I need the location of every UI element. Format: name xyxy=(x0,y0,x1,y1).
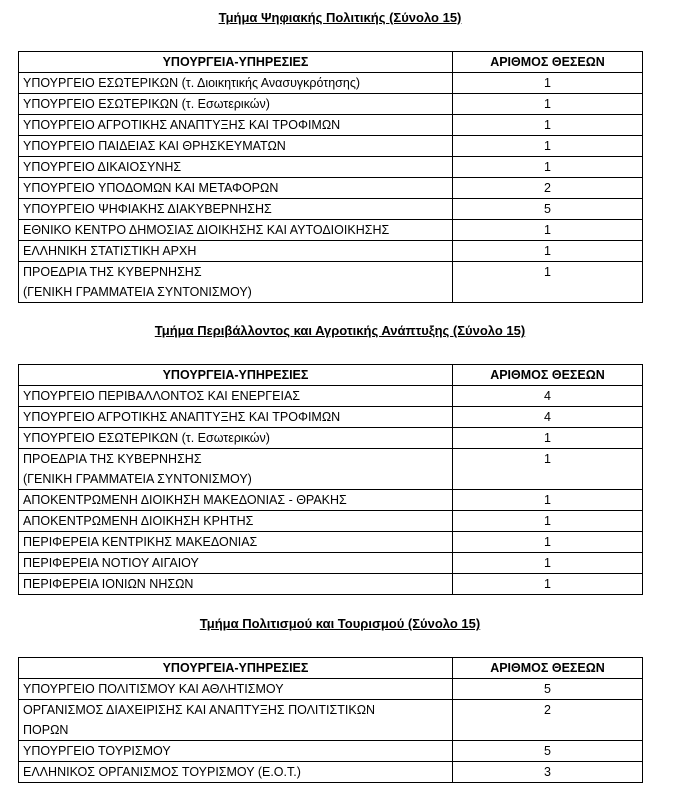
agency-name-cell xyxy=(19,511,453,532)
column-header-positions: ΑΡΙΘΜΟΣ ΘΕΣΕΩΝ xyxy=(453,658,643,679)
agency-name-line: ΕΛΛΗΝΙΚΟΣ ΟΡΓΑΝΙΣΜΟΣ ΤΟΥΡΙΣΜΟΥ (Ε.Ο.Τ.) xyxy=(23,765,301,779)
column-header-agency: ΥΠΟΥΡΓΕΙΑ-ΥΠΗΡΕΣΙΕΣ xyxy=(19,658,453,679)
positions-table-digital-policy xyxy=(18,51,643,303)
agency-name-line: ΥΠΟΥΡΓΕΙΟ ΕΣΩΤΕΡΙΚΩΝ (τ. Διοικητικής Ανασυγκρότησης) xyxy=(23,76,361,90)
agency-name-line: ΥΠΟΥΡΓΕΙΟ ΕΣΩΤΕΡΙΚΩΝ (τ. Εσωτερικών) xyxy=(23,97,270,111)
positions-table-culture-tourism xyxy=(18,657,643,783)
agency-name-line: ΠΕΡΙΦΕΡΕΙΑ ΚΕΝΤΡΙΚΗΣ ΜΑΚΕΔΟΝΙΑΣ xyxy=(23,535,258,549)
positions-count-cell: 1 xyxy=(453,241,643,262)
positions-count-cell: 1 xyxy=(453,449,643,490)
agency-name-cell xyxy=(19,553,453,574)
positions-count-cell: 1 xyxy=(453,532,643,553)
agency-name-cell xyxy=(19,73,453,94)
column-header-agency: ΥΠΟΥΡΓΕΙΑ-ΥΠΗΡΕΣΙΕΣ xyxy=(19,365,453,386)
positions-count-cell: 1 xyxy=(453,94,643,115)
table-row xyxy=(19,262,643,303)
agency-name-cell xyxy=(19,679,453,700)
table-row xyxy=(19,220,643,241)
table-row xyxy=(19,490,643,511)
positions-count-cell: 4 xyxy=(453,386,643,407)
agency-name-line: ΥΠΟΥΡΓΕΙΟ ΨΗΦΙΑΚΗΣ ΔΙΑΚΥΒΕΡΝΗΣΗΣ xyxy=(23,202,272,216)
positions-count-cell: 1 xyxy=(453,262,643,303)
table-row xyxy=(19,679,643,700)
section-title-environment-agriculture: Τμήμα Περιβάλλοντος και Αγροτικής Ανάπτυξης (Σύνολο 15) xyxy=(154,323,526,338)
positions-count-cell: 1 xyxy=(453,574,643,595)
agency-name-cell xyxy=(19,762,453,783)
positions-count-cell: 1 xyxy=(453,553,643,574)
agency-name-line: ΥΠΟΥΡΓΕΙΟ ΕΣΩΤΕΡΙΚΩΝ (τ. Εσωτερικών) xyxy=(23,431,270,445)
column-header-positions: ΑΡΙΘΜΟΣ ΘΕΣΕΩΝ xyxy=(453,52,643,73)
positions-count-cell: 2 xyxy=(453,178,643,199)
table-header-row xyxy=(19,52,643,73)
agency-name-line: ΕΘΝΙΚΟ ΚΕΝΤΡΟ ΔΗΜΟΣΙΑΣ ΔΙΟΙΚΗΣΗΣ ΚΑΙ ΑΥΤΟΔΙΟΙΚΗΣΗΣ xyxy=(23,223,390,237)
table-row xyxy=(19,741,643,762)
column-header-agency: ΥΠΟΥΡΓΕΙΑ-ΥΠΗΡΕΣΙΕΣ xyxy=(19,52,453,73)
agency-name-line: ΕΛΛΗΝΙΚΗ ΣΤΑΤΙΣΤΙΚΗ ΑΡΧΗ xyxy=(23,244,197,258)
positions-table-environment-agriculture xyxy=(18,364,643,595)
agency-name-cell xyxy=(19,220,453,241)
table-row xyxy=(19,157,643,178)
positions-count-cell: 1 xyxy=(453,511,643,532)
agency-name-line: ΠΕΡΙΦΕΡΕΙΑ ΙΟΝΙΩΝ ΝΗΣΩΝ xyxy=(23,577,194,591)
positions-count-cell: 1 xyxy=(453,73,643,94)
positions-count-cell: 4 xyxy=(453,407,643,428)
positions-count-cell: 3 xyxy=(453,762,643,783)
agency-name-cell xyxy=(19,449,453,490)
agency-name-cell xyxy=(19,428,453,449)
agency-name-line: ΠΕΡΙΦΕΡΕΙΑ ΝΟΤΙΟΥ ΑΙΓΑΙΟΥ xyxy=(23,556,199,570)
positions-count-cell: 5 xyxy=(453,741,643,762)
agency-name-line: ΥΠΟΥΡΓΕΙΟ ΠΟΛΙΤΙΣΜΟΥ ΚΑΙ ΑΘΛΗΤΙΣΜΟΥ xyxy=(23,682,284,696)
agency-name-line: ΥΠΟΥΡΓΕΙΟ ΑΓΡΟΤΙΚΗΣ ΑΝΑΠΤΥΞΗΣ ΚΑΙ ΤΡΟΦΙΜΩΝ xyxy=(23,118,341,132)
table-row xyxy=(19,115,643,136)
table-row xyxy=(19,428,643,449)
table-row xyxy=(19,511,643,532)
agency-name-line: ΥΠΟΥΡΓΕΙΟ ΥΠΟΔΟΜΩΝ ΚΑΙ ΜΕΤΑΦΟΡΩΝ xyxy=(23,181,279,195)
agency-name-cell xyxy=(19,115,453,136)
agency-name-line: (ΓΕΝΙΚΗ ΓΡΑΜΜΑΤΕΙΑ ΣΥΝΤΟΝΙΣΜΟΥ) xyxy=(23,285,252,299)
table-row xyxy=(19,574,643,595)
section-title-culture-tourism: Τμήμα Πολιτισμού και Τουρισμού (Σύνολο 15) xyxy=(199,616,481,631)
positions-count-cell: 1 xyxy=(453,220,643,241)
positions-count-cell: 1 xyxy=(453,157,643,178)
agency-name-cell xyxy=(19,241,453,262)
table-row xyxy=(19,762,643,783)
table-row xyxy=(19,407,643,428)
table-row xyxy=(19,449,643,490)
agency-name-line: ΑΠΟΚΕΝΤΡΩΜΕΝΗ ΔΙΟΙΚΗΣΗ ΜΑΚΕΔΟΝΙΑΣ - ΘΡΑΚΗΣ xyxy=(23,493,347,507)
agency-name-cell xyxy=(19,178,453,199)
agency-name-cell xyxy=(19,490,453,511)
table-header-row xyxy=(19,658,643,679)
agency-name-cell xyxy=(19,136,453,157)
table-row xyxy=(19,199,643,220)
table-row xyxy=(19,700,643,741)
column-header-positions: ΑΡΙΘΜΟΣ ΘΕΣΕΩΝ xyxy=(453,365,643,386)
agency-name-line: ΠΟΡΩΝ xyxy=(23,723,69,737)
agency-name-line: ΟΡΓΑΝΙΣΜΟΣ ΔΙΑΧΕΙΡΙΣΗΣ ΚΑΙ ΑΝΑΠΤΥΞΗΣ ΠΟΛΙΤΙΣΤΙΚΩΝ xyxy=(23,703,376,717)
agency-name-cell xyxy=(19,741,453,762)
positions-count-cell: 5 xyxy=(453,679,643,700)
agency-name-line: ΥΠΟΥΡΓΕΙΟ ΠΑΙΔΕΙΑΣ ΚΑΙ ΘΡΗΣΚΕΥΜΑΤΩΝ xyxy=(23,139,286,153)
section-title-digital-policy: Τμήμα Ψηφιακής Πολιτικής (Σύνολο 15) xyxy=(218,10,462,25)
agency-name-cell xyxy=(19,262,453,303)
agency-name-line: (ΓΕΝΙΚΗ ΓΡΑΜΜΑΤΕΙΑ ΣΥΝΤΟΝΙΣΜΟΥ) xyxy=(23,472,252,486)
agency-name-line: ΥΠΟΥΡΓΕΙΟ ΠΕΡΙΒΑΛΛΟΝΤΟΣ ΚΑΙ ΕΝΕΡΓΕΙΑΣ xyxy=(23,389,301,403)
table-row xyxy=(19,532,643,553)
agency-name-line: ΑΠΟΚΕΝΤΡΩΜΕΝΗ ΔΙΟΙΚΗΣΗ ΚΡΗΤΗΣ xyxy=(23,514,254,528)
table-header-row xyxy=(19,365,643,386)
agency-name-cell xyxy=(19,94,453,115)
table-row xyxy=(19,553,643,574)
table-row xyxy=(19,94,643,115)
table-row xyxy=(19,178,643,199)
agency-name-cell xyxy=(19,700,453,741)
positions-count-cell: 1 xyxy=(453,136,643,157)
positions-count-cell: 1 xyxy=(453,428,643,449)
positions-count-cell: 2 xyxy=(453,700,643,741)
table-row xyxy=(19,386,643,407)
agency-name-cell xyxy=(19,199,453,220)
positions-count-cell: 5 xyxy=(453,199,643,220)
table-row xyxy=(19,73,643,94)
agency-name-cell xyxy=(19,407,453,428)
agency-name-line: ΠΡΟΕΔΡΙΑ ΤΗΣ ΚΥΒΕΡΝΗΣΗΣ xyxy=(23,265,202,279)
positions-count-cell: 1 xyxy=(453,115,643,136)
agency-name-cell xyxy=(19,574,453,595)
agency-name-line: ΥΠΟΥΡΓΕΙΟ ΤΟΥΡΙΣΜΟΥ xyxy=(23,744,171,758)
agency-name-line: ΥΠΟΥΡΓΕΙΟ ΑΓΡΟΤΙΚΗΣ ΑΝΑΠΤΥΞΗΣ ΚΑΙ ΤΡΟΦΙΜΩΝ xyxy=(23,410,341,424)
table-row xyxy=(19,136,643,157)
agency-name-cell xyxy=(19,386,453,407)
agency-name-cell xyxy=(19,532,453,553)
agency-name-line: ΠΡΟΕΔΡΙΑ ΤΗΣ ΚΥΒΕΡΝΗΣΗΣ xyxy=(23,452,202,466)
agency-name-cell xyxy=(19,157,453,178)
positions-count-cell: 1 xyxy=(453,490,643,511)
agency-name-line: ΥΠΟΥΡΓΕΙΟ ΔΙΚΑΙΟΣΥΝΗΣ xyxy=(23,160,182,174)
table-row xyxy=(19,241,643,262)
